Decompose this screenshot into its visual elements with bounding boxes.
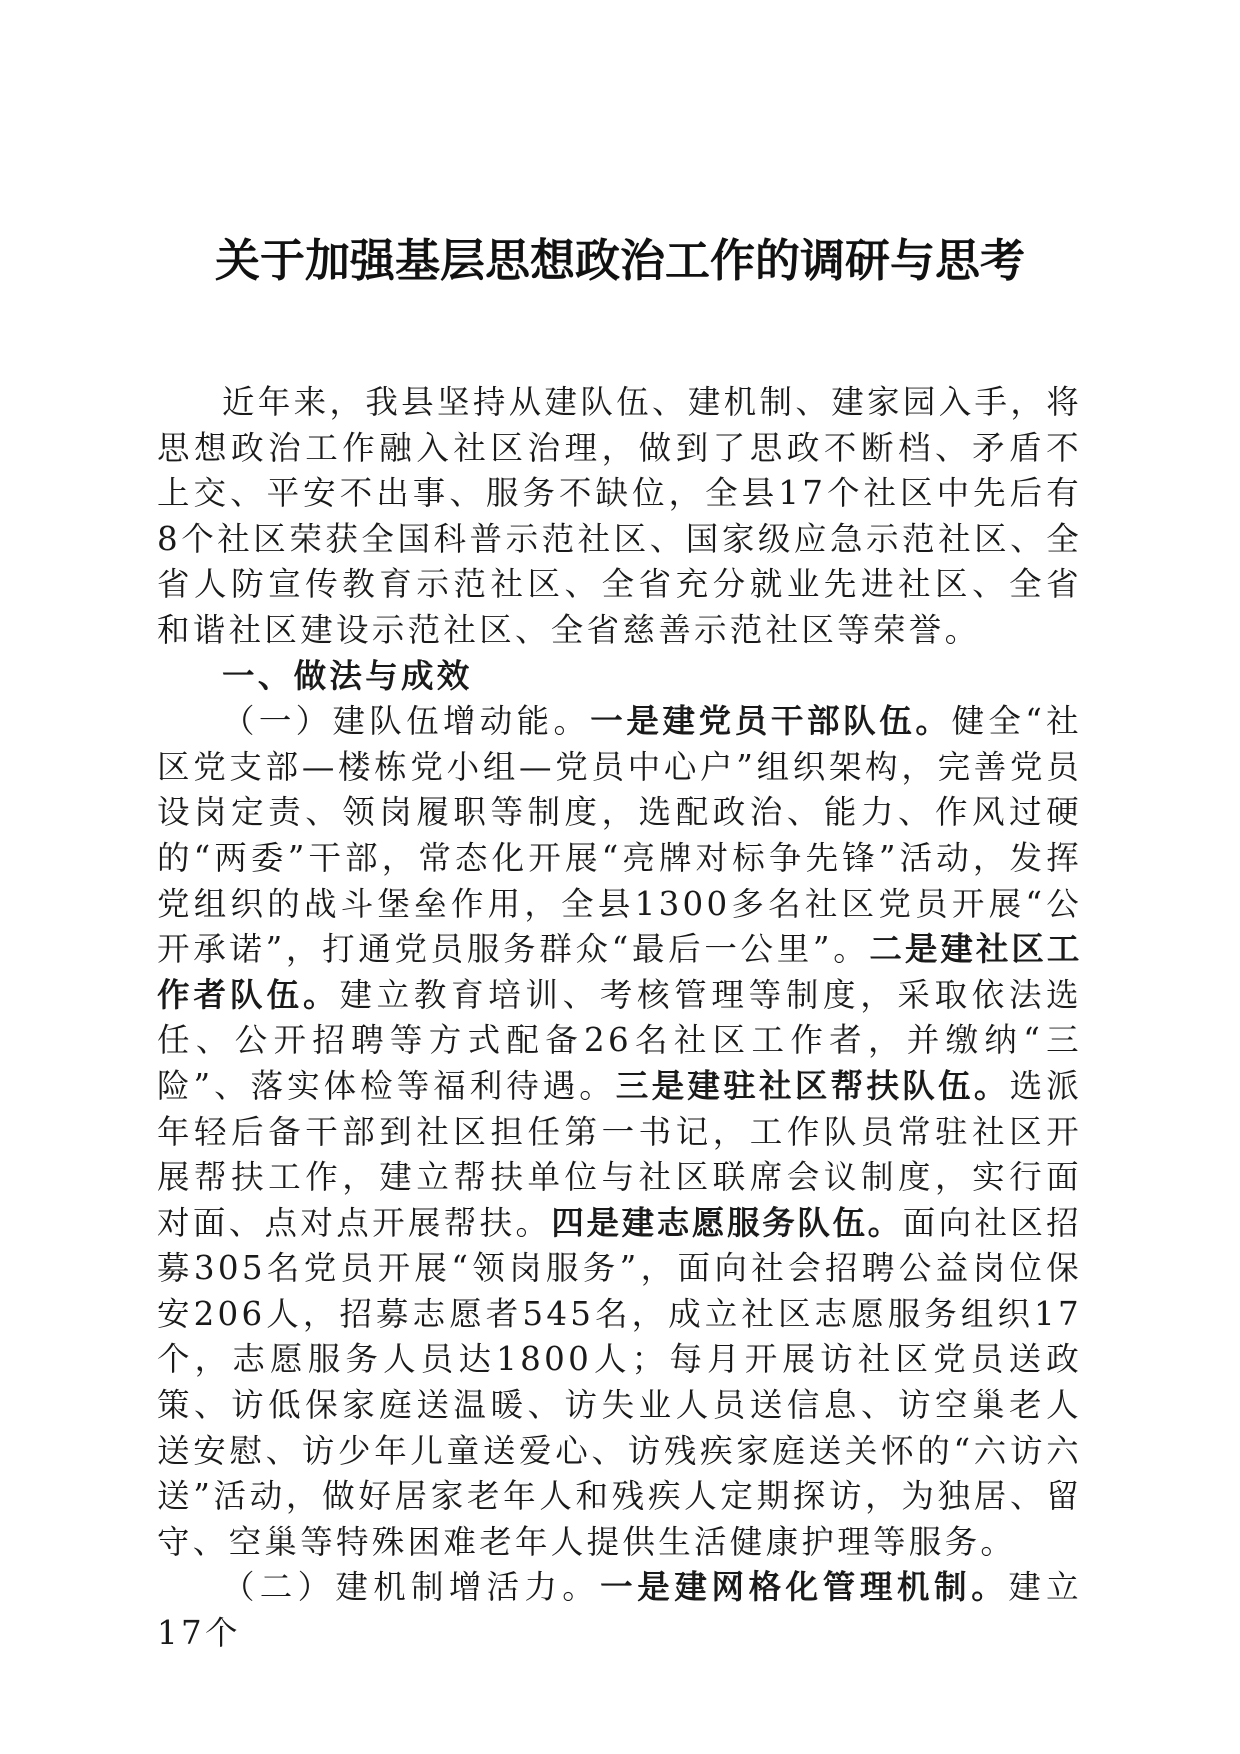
intro-paragraph: 近年来，我县坚持从建队伍、建机制、建家园入手，将思想政治工作融入社区治理，做到了思政不断档、矛盾不上交、平安不出事、服务不缺位，全县17个社区中先后有8个社区荣获全国科普示范社区、国家级应急示范社区、全省人防宣传教育示范社区、全省充分就业先进社区、全省和谐社区建设示范社区、全省慈善示范社区等荣誉。 [157, 383, 1082, 649]
subsection-2-label: （二）建机制增活力。 [222, 1568, 601, 1607]
point-1-text: 健全“社区党支部—楼栋党小组—党员中心户”组织架构，完善党员设岗定责、领岗履职等制度，选配政治、能力、作风过硬的“两委”干部，常态化开展“亮牌对标争先锋”活动，发挥党组织的战斗堡垒作用，全县1300多名社区党员开展“公开承诺”，打通党员服务群众“最后一公里”。 [157, 702, 1082, 969]
sub2-point-1-text: 建立17个 [157, 1568, 1082, 1653]
document-body [157, 380, 1082, 1657]
subsection-2-paragraph [157, 1565, 1082, 1656]
point-4-text: 面向社区招募305名党员开展“领岗服务”，面向社会招聘公益岗位保安206人，招募志愿者545名，成立社区志愿服务组织17个，志愿服务人员达1800人；每月开展访社区党员送政策、访低保家庭送温暖、访失业人员送信息、访空巢老人送安慰、访少年儿童送爱心、访残疾家庭送关怀的“六访六送”活动，做好居家老年人和残疾人定期探访，为独居、留守、空巢等特殊困难老年人提供生活健康护理等服务。 [157, 1203, 1082, 1561]
document-title: 关于加强基层思想政治工作的调研与思考 [214, 234, 1025, 287]
point-1-heading: 一是建党员干部队伍。 [590, 702, 952, 741]
point-2-text: 建立教育培训、考核管理等制度，采取依法选任、公开招聘等方式配备26名社区工作者，并缴纳“三险”、落实体检等福利待遇。 [157, 975, 1082, 1105]
point-2-heading: 二是建社区工作者队伍。 [157, 930, 1082, 1014]
sub2-point-1-heading: 一是建网格化管理机制。 [600, 1568, 1009, 1607]
section-heading: 一、做法与成效 [222, 656, 473, 695]
point-4-heading: 四是建志愿服务队伍。 [551, 1203, 903, 1242]
point-3-heading: 三是建驻社区帮扶队伍。 [615, 1066, 1010, 1105]
subsection-1-label: （一）建队伍增动能。 [222, 702, 591, 741]
point-3-text: 选派年轻后备干部到社区担任第一书记，工作队员常驻社区开展帮扶工作，建立帮扶单位与社区联席会议制度，实行面对面、点对点开展帮扶。 [157, 1066, 1082, 1242]
subsection-1-paragraph [157, 699, 1082, 1565]
